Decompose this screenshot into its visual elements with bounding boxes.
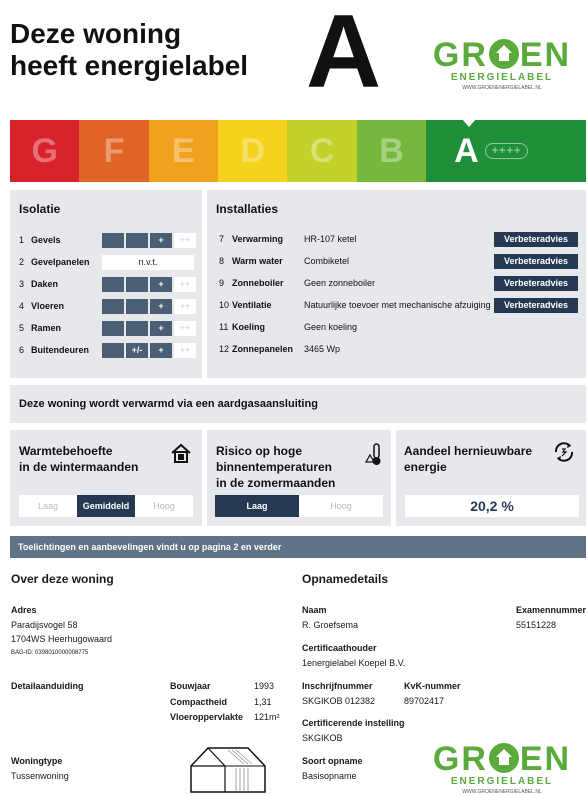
verbeteradvies-button[interactable]: Verbeteradvies [494, 298, 578, 313]
option-laag: Laag [215, 495, 299, 517]
isolatie-rating: + ++ [102, 233, 196, 248]
isolatie-row: 4 Vloeren [19, 301, 65, 311]
option-hoog: Hoog [135, 495, 193, 517]
insch-label: Inschrijfnummer [302, 681, 373, 691]
scale-class-d: D [218, 120, 287, 182]
isolatie-rating: + ++ [102, 321, 196, 336]
installatie-value: Geen zonneboiler [304, 278, 376, 288]
warmtebehoefte-panel [10, 430, 202, 526]
cert-label: Certificaathouder [302, 643, 377, 653]
soort-value: Basisopname [302, 771, 357, 781]
adres-label: Adres [11, 605, 37, 615]
kvk-label: KvK-nummer [404, 681, 461, 691]
isolatie-rating: + ++ [102, 277, 196, 292]
house-icon [489, 743, 519, 773]
isolatie-row: 3 Daken [19, 279, 59, 289]
warmtebehoefte-title: Warmtebehoefte in de wintermaanden [19, 444, 139, 474]
plus-indicator: ++++ [485, 143, 529, 159]
installatie-row: 11 Koeling [219, 322, 265, 332]
heating-panel [10, 385, 586, 423]
insch-value: SKGIKOB 012382 [302, 696, 376, 706]
title-line-2: heeft energielabel [10, 50, 249, 81]
isolatie-title: Isolatie [19, 202, 61, 216]
installatie-row: 12 Zonnepanelen [219, 344, 294, 354]
installatie-row: 10 Ventilatie [219, 300, 272, 310]
verbeteradvies-button[interactable]: Verbeteradvies [494, 232, 578, 247]
hernieuwbaar-panel [396, 430, 586, 526]
isolatie-row: 6 Buitendeuren [19, 345, 90, 355]
isolatie-row: 5 Ramen [19, 323, 62, 333]
terraced-house-icon [188, 744, 268, 794]
toelichting-band: Toelichtingen en aanbevelingen vindt u op pagina 2 en verder [10, 536, 586, 558]
isolatie-row: 1 Gevels [19, 235, 61, 245]
compact-value: 1,31 [254, 697, 272, 707]
inst-value: SKGIKOB [302, 733, 343, 743]
installatie-row: 7 Verwarming [219, 234, 284, 244]
page-title [10, 18, 248, 82]
house-heating-icon [170, 442, 192, 464]
compact-label: Compactheid [170, 697, 228, 707]
warmtebehoefte-selector [19, 495, 193, 517]
active-notch [462, 119, 476, 127]
naam-label: Naam [302, 605, 327, 615]
installaties-title: Installaties [216, 202, 279, 216]
hernieuwbaar-title: Aandeel hernieuwbare energie [404, 444, 533, 474]
installatie-value: HR-107 ketel [304, 234, 357, 244]
installatie-value: 3465 Wp [304, 344, 341, 354]
adres-line-2: 1704WS Heerhugowaard [11, 634, 113, 644]
groen-logo-footer: GR EN ENERGIELABEL WWW.GROENENERGIELABEL.NL [432, 740, 572, 795]
option-laag: Laag [19, 495, 77, 517]
scale-class-g: G [10, 120, 79, 182]
isolatie-value: n.v.t. [102, 255, 194, 270]
isolatie-panel [10, 190, 202, 378]
option-hoog: Hoog [299, 495, 383, 517]
isolatie-row: 2 Gevelpanelen [19, 257, 90, 267]
installatie-row: 9 Zonneboiler [219, 278, 284, 288]
exam-label: Examennummer [516, 605, 587, 615]
adres-line-1: Paradijsvogel 58 [11, 620, 78, 630]
installatie-value: Combiketel [304, 256, 350, 266]
installatie-row: 8 Warm water [219, 256, 283, 266]
renewable-icon [552, 440, 576, 464]
energy-scale [10, 120, 586, 182]
thermometer-icon [365, 442, 385, 466]
kvk-value: 89702417 [404, 696, 445, 706]
scale-class-f: F [79, 120, 148, 182]
isolatie-rating: +/- + ++ [102, 343, 196, 358]
bouwjaar-value: 1993 [254, 681, 275, 691]
installatie-value: Natuurlijke toevoer met mechanische afzuiging [304, 300, 491, 310]
exam-value: 55151228 [516, 620, 557, 630]
soort-label: Soort opname [302, 756, 363, 766]
scale-class-c: C [287, 120, 356, 182]
heating-text: Deze woning wordt verwarmd via een aardgasaansluiting [19, 398, 318, 410]
verbeteradvies-button[interactable]: Verbeteradvies [494, 276, 578, 291]
installatie-value: Geen koeling [304, 322, 358, 332]
woningtype-label: Woningtype [11, 756, 63, 766]
scale-class-e: E [149, 120, 218, 182]
house-icon [489, 39, 519, 69]
scale-class-b: B [357, 120, 426, 182]
isolatie-rating: + ++ [102, 299, 196, 314]
scale-class-a: A ++++ [426, 120, 586, 182]
naam-value: R. Groefsema [302, 620, 359, 630]
bouwjaar-label: Bouwjaar [170, 681, 211, 691]
risico-selector [215, 495, 383, 517]
bag-id: BAG-ID: 0398010000008775 [11, 650, 89, 656]
verbeteradvies-button[interactable]: Verbeteradvies [494, 254, 578, 269]
woningtype-value: Tussenwoning [11, 771, 69, 781]
detail-label: Detailaanduiding [11, 681, 84, 691]
over-title: Over deze woning [11, 572, 114, 586]
cert-value: 1energielabel Koepel B.V. [302, 658, 406, 668]
risico-panel [207, 430, 391, 526]
risico-title: Risico op hoge binnentemperaturen in de zomermaanden [216, 444, 336, 490]
energy-label-letter: A [306, 0, 382, 110]
inst-label: Certificerende instelling [302, 718, 405, 728]
title-line-1: Deze woning [10, 18, 182, 49]
vloer-label: Vloeroppervlakte [170, 712, 244, 722]
groen-logo: GR EN ENERGIELABEL WWW.GROENENERGIELABEL.NL [432, 36, 572, 91]
renewable-value: 20,2 % [405, 495, 579, 517]
vloer-value: 121m² [254, 712, 280, 722]
opname-title: Opnamedetails [302, 572, 389, 586]
option-gemiddeld: Gemiddeld [77, 495, 135, 517]
